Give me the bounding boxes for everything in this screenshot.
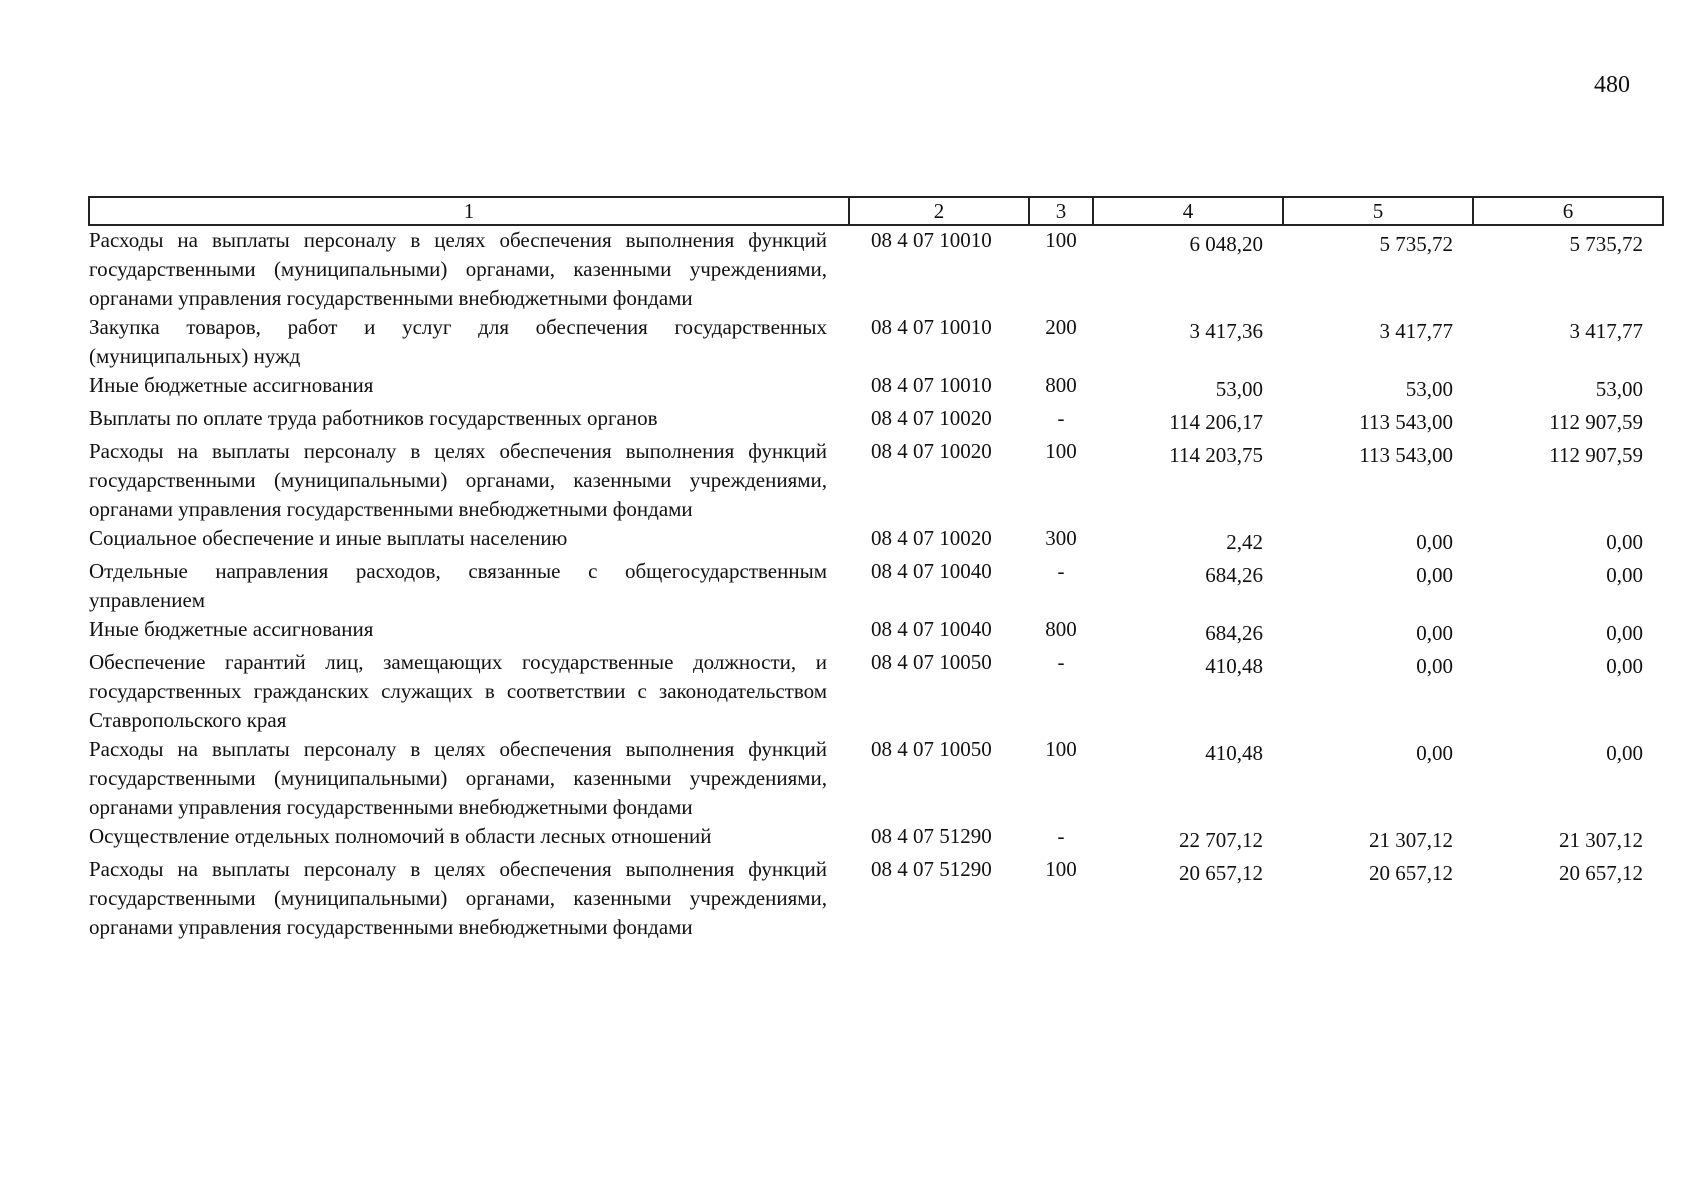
row-value-col6-text: 53,00	[1595, 377, 1643, 401]
row-value-col5	[1283, 557, 1473, 615]
row-expense-type: -	[1057, 559, 1065, 583]
row-code: 08 4 07 10020	[871, 406, 992, 430]
row-value-col5-text: 5 735,72	[1379, 232, 1453, 256]
header-col-5: 5	[1283, 197, 1473, 225]
row-code: 08 4 07 10010	[871, 373, 992, 397]
row-value-col4	[1093, 437, 1283, 524]
row-code: 08 4 07 10020	[871, 439, 992, 463]
row-value-col4	[1093, 822, 1283, 855]
table-row	[89, 524, 1663, 557]
row-name: Обеспечение гарантий лиц, замещающих государственные должности, и государственных гражданских служащих в соответствии с законодательством Ставропольского края	[89, 650, 827, 732]
row-value-col6-text: 112 907,59	[1549, 443, 1643, 467]
row-value-col5-text: 113 543,00	[1359, 443, 1453, 467]
row-value-col5	[1283, 648, 1473, 735]
row-name: Расходы на выплаты персоналу в целях обеспечения выполнения функций государственными (муниципальными) органами, казенными учреждениями, органами управления государственными внебюджетными фондами	[89, 857, 827, 939]
row-value-col4	[1093, 225, 1283, 313]
row-value-col5	[1283, 855, 1473, 942]
row-value-col5-text: 0,00	[1416, 654, 1453, 678]
page-number: 480	[1594, 72, 1630, 98]
row-value-col5-text: 21 307,12	[1369, 828, 1453, 852]
row-value-col5-text: 0,00	[1416, 563, 1453, 587]
row-expense-type: 800	[1045, 617, 1077, 641]
row-name: Социальное обеспечение и иные выплаты населению	[89, 526, 568, 550]
row-code: 08 4 07 10040	[871, 559, 992, 583]
row-value-col5	[1283, 822, 1473, 855]
row-value-col6	[1473, 404, 1663, 437]
row-expense-type: -	[1057, 650, 1065, 674]
row-value-col5-text: 3 417,77	[1379, 319, 1453, 343]
table-row	[89, 437, 1663, 524]
row-value-col4-text: 20 657,12	[1179, 861, 1263, 885]
header-col-1: 1	[89, 197, 849, 225]
row-value-col4-text: 114 206,17	[1169, 410, 1263, 434]
row-code: 08 4 07 51290	[871, 824, 992, 848]
row-code: 08 4 07 51290	[871, 857, 992, 881]
row-value-col6	[1473, 371, 1663, 404]
header-row	[89, 197, 1663, 225]
row-expense-type: -	[1057, 824, 1065, 848]
row-value-col4	[1093, 371, 1283, 404]
row-expense-type: 100	[1045, 737, 1077, 761]
header-col-6: 6	[1473, 197, 1663, 225]
header-col-3: 3	[1029, 197, 1093, 225]
table-row	[89, 371, 1663, 404]
row-value-col4-text: 3 417,36	[1189, 319, 1263, 343]
row-value-col6	[1473, 557, 1663, 615]
header-col-2: 2	[849, 197, 1029, 225]
row-value-col6	[1473, 615, 1663, 648]
table-row	[89, 822, 1663, 855]
row-code: 08 4 07 10010	[871, 228, 992, 252]
row-value-col5-text: 0,00	[1416, 621, 1453, 645]
row-value-col5	[1283, 524, 1473, 557]
row-value-col5-text: 0,00	[1416, 741, 1453, 765]
row-value-col4-text: 410,48	[1205, 654, 1263, 678]
row-value-col5	[1283, 735, 1473, 822]
row-name: Отдельные направления расходов, связанные с общегосударственным управлением	[89, 559, 827, 612]
row-value-col4	[1093, 648, 1283, 735]
table-row	[89, 225, 1663, 313]
row-value-col4	[1093, 313, 1283, 371]
row-name: Расходы на выплаты персоналу в целях обеспечения выполнения функций государственными (муниципальными) органами, казенными учреждениями, органами управления государственными внебюджетными фондами	[89, 439, 827, 521]
row-name: Закупка товаров, работ и услуг для обеспечения государственных (муниципальных) нужд	[89, 315, 827, 368]
table-row	[89, 557, 1663, 615]
row-value-col5	[1283, 225, 1473, 313]
row-value-col6-text: 3 417,77	[1569, 319, 1643, 343]
row-code: 08 4 07 10050	[871, 650, 992, 674]
row-expense-type: -	[1057, 406, 1065, 430]
row-value-col5-text: 0,00	[1416, 530, 1453, 554]
table-row	[89, 615, 1663, 648]
table-header	[89, 197, 1663, 225]
row-value-col6-text: 20 657,12	[1559, 861, 1643, 885]
row-name: Осуществление отдельных полномочий в области лесных отношений	[89, 824, 712, 848]
row-expense-type: 300	[1045, 526, 1077, 550]
row-value-col6-text: 0,00	[1606, 741, 1643, 765]
row-name: Расходы на выплаты персоналу в целях обеспечения выполнения функций государственными (муниципальными) органами, казенными учреждениями, органами управления государственными внебюджетными фондами	[89, 737, 827, 819]
row-value-col4	[1093, 855, 1283, 942]
row-value-col5	[1283, 371, 1473, 404]
row-value-col6	[1473, 437, 1663, 524]
table-row	[89, 313, 1663, 371]
row-value-col6	[1473, 524, 1663, 557]
row-value-col5	[1283, 615, 1473, 648]
row-value-col6	[1473, 313, 1663, 371]
row-value-col4-text: 6 048,20	[1189, 232, 1263, 256]
row-value-col4	[1093, 615, 1283, 648]
row-value-col6	[1473, 735, 1663, 822]
row-value-col6-text: 0,00	[1606, 563, 1643, 587]
row-value-col6-text: 112 907,59	[1549, 410, 1643, 434]
row-value-col6	[1473, 822, 1663, 855]
row-value-col6-text: 0,00	[1606, 621, 1643, 645]
row-value-col5-text: 53,00	[1405, 377, 1453, 401]
table-row	[89, 855, 1663, 942]
row-value-col4-text: 2,42	[1226, 530, 1263, 554]
table-row	[89, 735, 1663, 822]
row-value-col4	[1093, 524, 1283, 557]
row-code: 08 4 07 10050	[871, 737, 992, 761]
row-value-col4-text: 684,26	[1205, 563, 1263, 587]
row-value-col6-text: 21 307,12	[1559, 828, 1643, 852]
row-expense-type: 200	[1045, 315, 1077, 339]
row-value-col6	[1473, 225, 1663, 313]
row-value-col4-text: 114 203,75	[1169, 443, 1263, 467]
table-row	[89, 648, 1663, 735]
row-value-col6-text: 0,00	[1606, 530, 1643, 554]
row-value-col4	[1093, 735, 1283, 822]
row-value-col4-text: 53,00	[1215, 377, 1263, 401]
row-code: 08 4 07 10020	[871, 526, 992, 550]
row-value-col5-text: 113 543,00	[1359, 410, 1453, 434]
row-code: 08 4 07 10010	[871, 315, 992, 339]
row-value-col4	[1093, 404, 1283, 437]
row-value-col5	[1283, 404, 1473, 437]
row-expense-type: 100	[1045, 439, 1077, 463]
row-value-col5-text: 20 657,12	[1369, 861, 1453, 885]
row-name: Выплаты по оплате труда работников государственных органов	[89, 406, 658, 430]
row-code: 08 4 07 10040	[871, 617, 992, 641]
row-value-col5	[1283, 313, 1473, 371]
row-value-col4-text: 22 707,12	[1179, 828, 1263, 852]
row-expense-type: 800	[1045, 373, 1077, 397]
header-col-4: 4	[1093, 197, 1283, 225]
row-value-col5	[1283, 437, 1473, 524]
row-expense-type: 100	[1045, 857, 1077, 881]
row-name: Расходы на выплаты персоналу в целях обеспечения выполнения функций государственными (муниципальными) органами, казенными учреждениями, органами управления государственными внебюджетными фондами	[89, 228, 827, 310]
row-value-col4-text: 410,48	[1205, 741, 1263, 765]
row-value-col4-text: 684,26	[1205, 621, 1263, 645]
row-value-col6-text: 5 735,72	[1569, 232, 1643, 256]
row-value-col4	[1093, 557, 1283, 615]
row-value-col6	[1473, 648, 1663, 735]
table-body	[89, 225, 1663, 942]
row-expense-type: 100	[1045, 228, 1077, 252]
row-value-col6	[1473, 855, 1663, 942]
row-name: Иные бюджетные ассигнования	[89, 373, 374, 397]
budget-table	[88, 196, 1664, 942]
row-name: Иные бюджетные ассигнования	[89, 617, 374, 641]
table-row	[89, 404, 1663, 437]
row-value-col6-text: 0,00	[1606, 654, 1643, 678]
